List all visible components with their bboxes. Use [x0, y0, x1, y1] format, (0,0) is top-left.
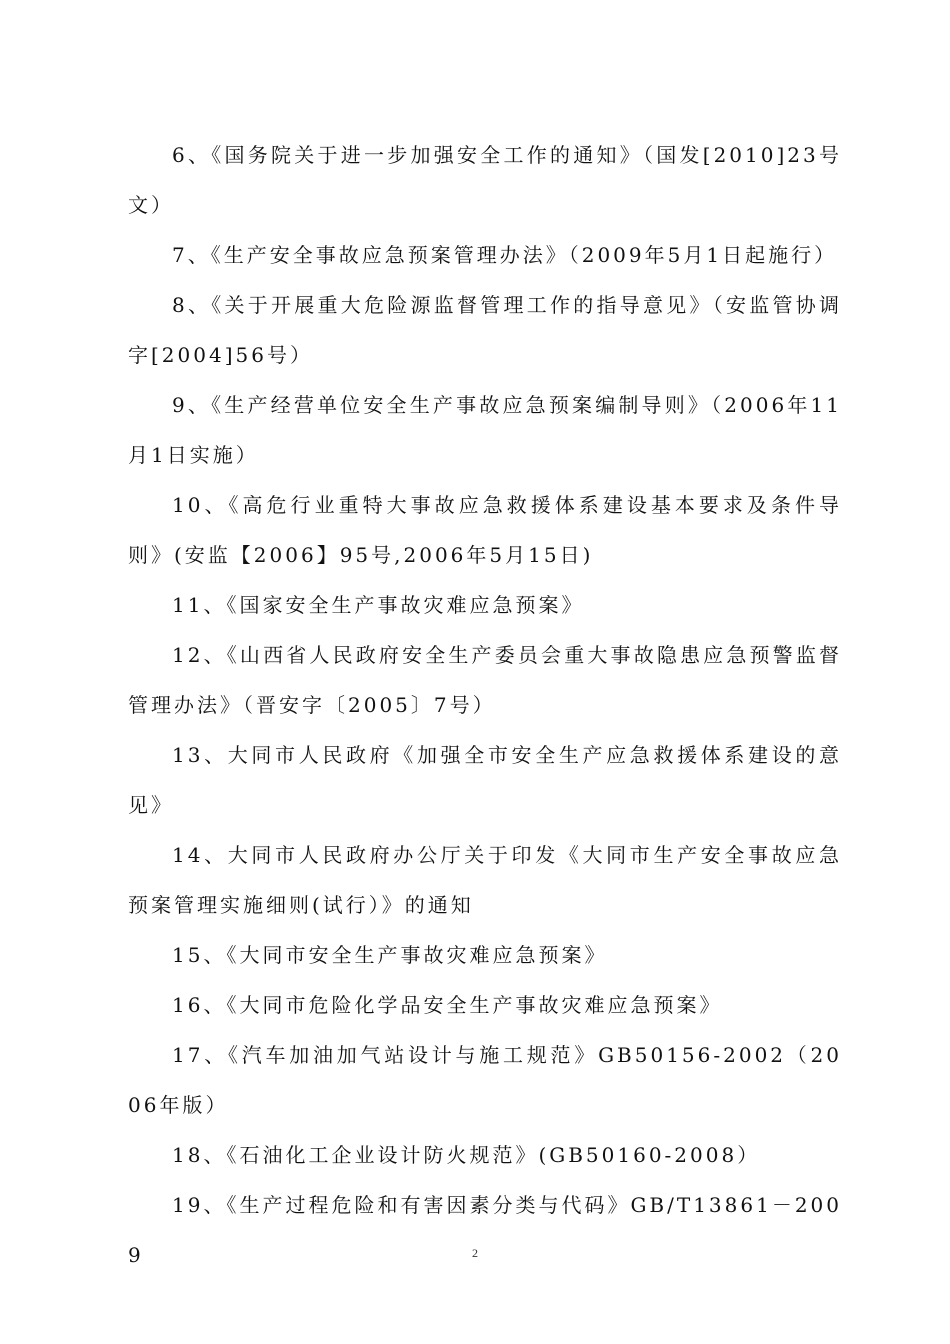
list-item: 7、《生产安全事故应急预案管理办法》（2009年5月1日起施行）: [172, 243, 838, 267]
list-item: 18、《石油化工企业设计防火规范》(GB50160-2008）: [172, 1143, 761, 1167]
page-number: 2: [472, 1246, 478, 1260]
list-item: 15、《大同市安全生产事故灾难应急预案》: [172, 943, 608, 967]
list-item: 14、大同市人民政府办公厅关于印发《大同市生产安全事故应急预案管理实施细则(试行）》的通知: [128, 843, 842, 917]
list-item: 10、《高危行业重特大事故应急救援体系建设基本要求及条件导则》(安监【2006】95号,2006年5月15日): [128, 493, 842, 567]
list-item: 6、《国务院关于进一步加强安全工作的通知》（国发[2010]23号文）: [128, 143, 842, 217]
list-item: 11、《国家安全生产事故灾难应急预案》: [172, 593, 585, 617]
list-item: 8、《关于开展重大危险源监督管理工作的指导意见》（安监管协调字[2004]56号）: [128, 293, 842, 367]
list-item: 13、大同市人民政府《加强全市安全生产应急救援体系建设的意见》: [128, 743, 842, 817]
list-item: 16、《大同市危险化学品安全生产事故灾难应急预案》: [172, 993, 723, 1017]
list-item: 17、《汽车加油加气站设计与施工规范》GB50156-2002（2006年版）: [128, 1043, 842, 1117]
list-item: 12、《山西省人民政府安全生产委员会重大事故隐患应急预警监督管理办法》（晋安字〔2005〕7号）: [128, 643, 842, 717]
list-item: 9、《生产经营单位安全生产事故应急预案编制导则》（2006年11月1日实施）: [128, 393, 842, 467]
regulation-list: [128, 130, 842, 1280]
list-item: 19、《生产过程危险和有害因素分类与代码》GB/T13861－2009: [128, 1193, 842, 1267]
